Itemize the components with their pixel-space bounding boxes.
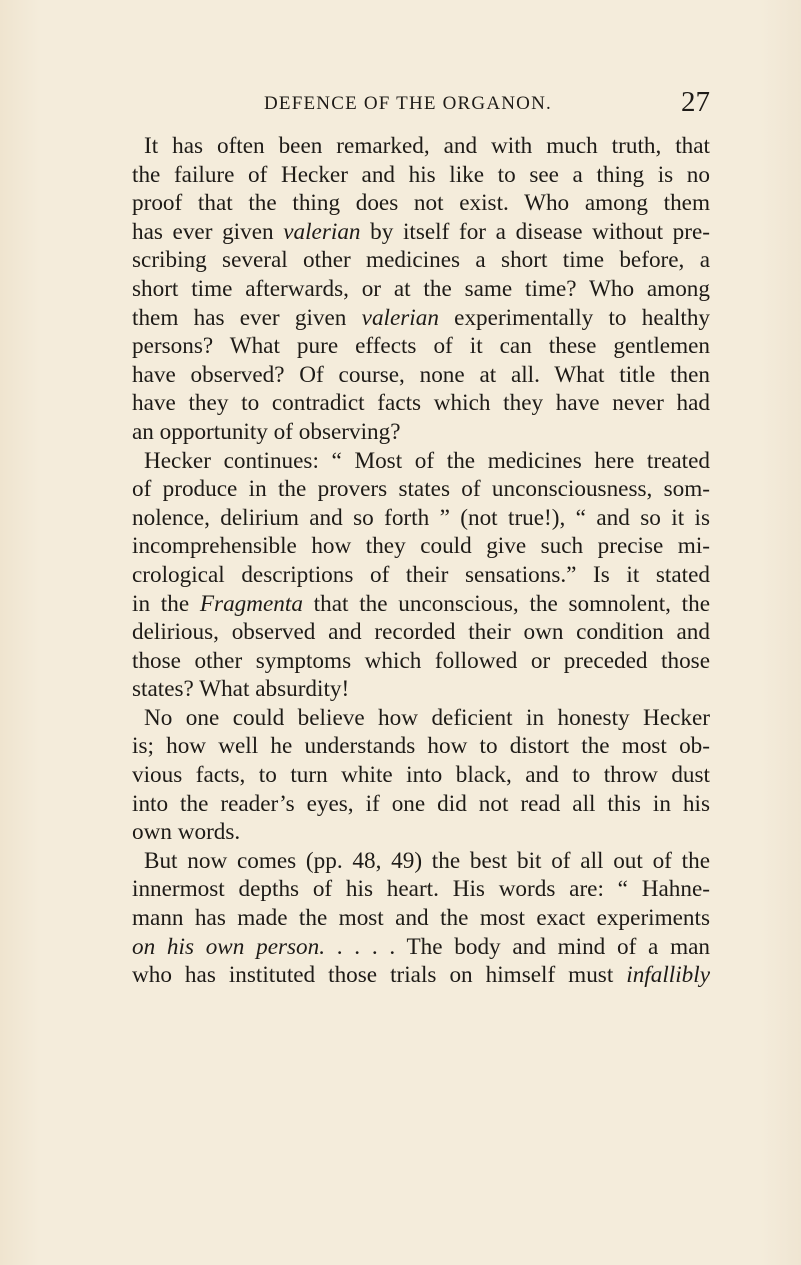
- text-line: on his own person. . . . . The body and mind of a man: [132, 933, 710, 960]
- italic-text: valerian: [361, 304, 439, 331]
- text-line: has ever given valerian by itself for a disease without pre-: [132, 218, 710, 245]
- paragraph: [132, 447, 710, 704]
- paragraph: [132, 132, 710, 447]
- text-line: But now comes (pp. 48, 49) the best bit of all out of the: [144, 847, 710, 874]
- text-line: an opportunity of observing?: [132, 418, 401, 445]
- text-line: in the Fragmenta that the unconscious, the somnolent, the: [132, 590, 711, 617]
- text-line: short time afterwards, or at the same time? Who among: [132, 275, 710, 302]
- text-line: delirious, observed and recorded their own condition and: [132, 619, 710, 646]
- text-line: No one could believe how deficient in honesty Hecker: [144, 704, 710, 731]
- text-line: them has ever given valerian experimentally to healthy: [132, 304, 711, 331]
- text-line: into the reader’s eyes, if one did not read all this in his: [132, 790, 710, 817]
- text-line: own words.: [132, 819, 241, 846]
- running-head: DEFENCE OF THE ORGANON.: [264, 93, 552, 114]
- text-line: innermost depths of his heart. His words are: “ Hahne-: [132, 876, 710, 903]
- text-line: crological descriptions of their sensations.” Is it stated: [132, 561, 710, 588]
- page-header: [132, 86, 710, 126]
- text-line: mann has made the most and the most exact experiments: [132, 905, 710, 932]
- text-line: nolence, delirium and so forth ” (not true!), “ and so it is: [132, 504, 710, 531]
- text-line: have observed? Of course, none at all. What title then: [132, 361, 710, 388]
- text-line: scribing several other medicines a short time before, a: [132, 247, 710, 274]
- text-line: incomprehensible how they could give such precise mi-: [132, 533, 710, 560]
- paragraph: [132, 847, 710, 990]
- italic-text: Fragmenta: [199, 590, 303, 617]
- text-line: is; how well he understands how to distort the most ob-: [132, 733, 710, 760]
- italic-text: infallibly: [626, 962, 710, 989]
- text-line: It has often been remarked, and with much truth, that: [144, 133, 710, 159]
- text-line: persons? What pure effects of it can these gentlemen: [132, 333, 710, 360]
- paragraph: [132, 704, 710, 847]
- text-line: of produce in the provers states of unconsciousness, som-: [132, 476, 710, 503]
- body-text: [132, 132, 710, 990]
- text-line: Hecker continues: “ Most of the medicines here treated: [144, 447, 710, 474]
- text-line: proof that the thing does not exist. Who among them: [132, 190, 710, 217]
- italic-text: on his own person.: [132, 933, 326, 960]
- text-line: have they to contradict facts which they have never had: [132, 390, 710, 417]
- text-line: the failure of Hecker and his like to see a thing is no: [132, 161, 710, 188]
- text-line: states? What absurdity!: [132, 676, 350, 703]
- italic-text: valerian: [283, 218, 361, 245]
- text-line: vious facts, to turn white into black, and to throw dust: [132, 762, 710, 789]
- text-line: who has instituted those trials on himself must infallibly: [132, 962, 710, 989]
- text-line: those other symptoms which followed or preceded those: [132, 647, 710, 674]
- page-number: 27: [681, 86, 710, 118]
